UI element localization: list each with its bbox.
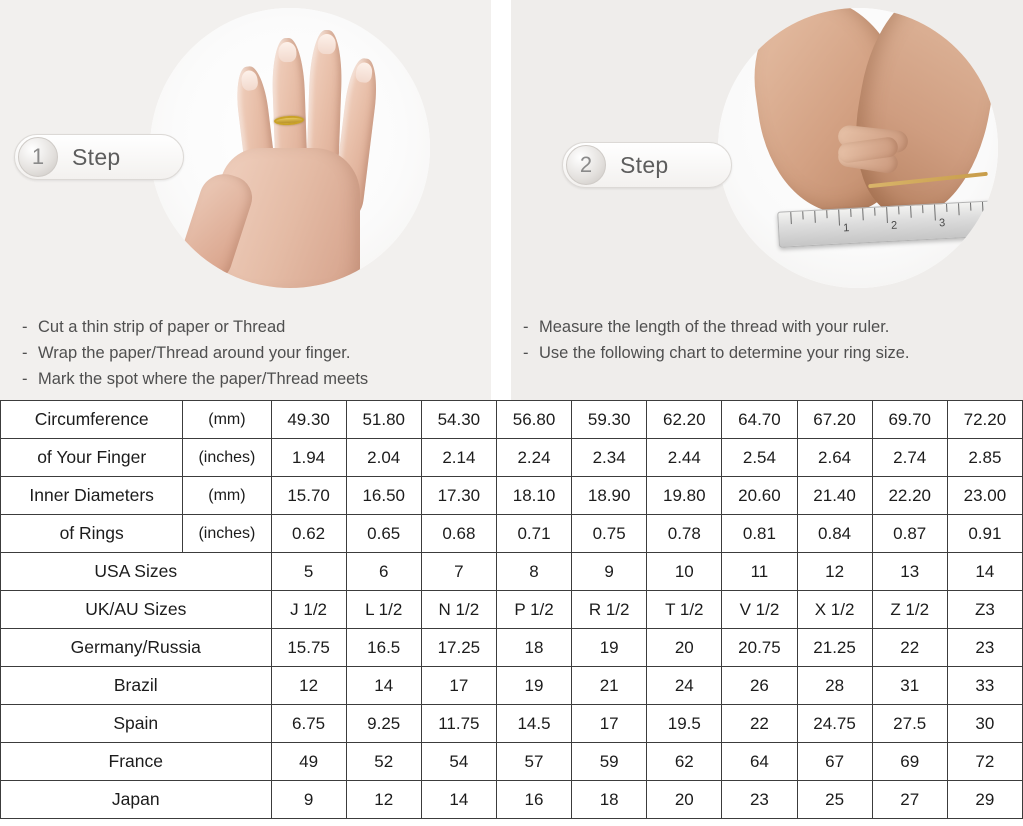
step-1-badge (14, 134, 184, 180)
cell: 20.75 (722, 629, 797, 667)
step-2-photo (718, 8, 998, 288)
cell: 29 (947, 781, 1022, 819)
cell: 49 (271, 743, 346, 781)
cell: 22.20 (872, 477, 947, 515)
cell: V 1/2 (722, 591, 797, 629)
table-row (1, 439, 1023, 477)
cell: 18.10 (496, 477, 571, 515)
table-row (1, 515, 1023, 553)
cell: 7 (421, 553, 496, 591)
cell: 13 (872, 553, 947, 591)
unit-mm: (mm) (183, 477, 271, 515)
cell: 16 (496, 781, 571, 819)
step-1-panel (0, 0, 511, 400)
cell: 2.74 (872, 439, 947, 477)
unit-inches: (inches) (183, 439, 271, 477)
row-label-inner-diameter-2: of Rings (1, 515, 183, 553)
cell: 2.44 (647, 439, 722, 477)
cell: 69 (872, 743, 947, 781)
cell: 16.5 (346, 629, 421, 667)
hand-with-thread-icon (150, 8, 430, 288)
cell: 11 (722, 553, 797, 591)
ruler-mark-1: 1 (842, 222, 850, 235)
step-2-number: 2 (566, 145, 606, 185)
cell: T 1/2 (647, 591, 722, 629)
cell: 17 (572, 705, 647, 743)
cell: 72.20 (947, 401, 1022, 439)
cell: 64 (722, 743, 797, 781)
panel-divider (491, 0, 511, 400)
cell: 0.68 (421, 515, 496, 553)
cell: 22 (872, 629, 947, 667)
step-2-instruction-2: Use the following chart to determine your ring size. (539, 344, 910, 362)
step-2-badge (562, 142, 732, 188)
table-row (1, 401, 1023, 439)
cell: 17.25 (421, 629, 496, 667)
cell: 33 (947, 667, 1022, 705)
cell: 30 (947, 705, 1022, 743)
cell: 9.25 (346, 705, 421, 743)
cell: 20 (647, 781, 722, 819)
row-label-spain: Spain (1, 705, 272, 743)
row-label-circumference: Circumference (1, 401, 183, 439)
cell: 0.62 (271, 515, 346, 553)
cell: 23 (947, 629, 1022, 667)
cell: R 1/2 (572, 591, 647, 629)
cell: 21.40 (797, 477, 872, 515)
cell: 8 (496, 553, 571, 591)
cell: 2.85 (947, 439, 1022, 477)
cell: 54.30 (421, 401, 496, 439)
unit-mm: (mm) (183, 401, 271, 439)
cell: 31 (872, 667, 947, 705)
cell: 0.65 (346, 515, 421, 553)
ring-size-table-wrapper (0, 400, 1023, 819)
table-row (1, 553, 1023, 591)
cell: 59.30 (572, 401, 647, 439)
cell: 2.04 (346, 439, 421, 477)
cell: 23.00 (947, 477, 1022, 515)
cell: P 1/2 (496, 591, 571, 629)
cell: 14.5 (496, 705, 571, 743)
cell: 54 (421, 743, 496, 781)
cell: 28 (797, 667, 872, 705)
cell: 72 (947, 743, 1022, 781)
cell: 26 (722, 667, 797, 705)
cell: 20 (647, 629, 722, 667)
step-1-instructions: - Cut a thin strip of paper or Thread - Wrap the paper/Thread around your finger. - Mark the spot where the paper/Thread meets (22, 318, 369, 388)
cell: 2.24 (496, 439, 571, 477)
cell: 18 (572, 781, 647, 819)
cell: 0.81 (722, 515, 797, 553)
cell: 0.91 (947, 515, 1022, 553)
cell: 17.30 (421, 477, 496, 515)
step-1-number: 1 (18, 137, 58, 177)
row-label-japan: Japan (1, 781, 272, 819)
row-label-brazil: Brazil (1, 667, 272, 705)
cell: 67.20 (797, 401, 872, 439)
step-2-label: Step (620, 151, 669, 178)
cell: 56.80 (496, 401, 571, 439)
cell: 49.30 (271, 401, 346, 439)
cell: 0.78 (647, 515, 722, 553)
cell: 23 (722, 781, 797, 819)
step-1-photo (150, 8, 430, 288)
cell: 12 (797, 553, 872, 591)
table-row (1, 705, 1023, 743)
cell: 6 (346, 553, 421, 591)
unit-inches: (inches) (183, 515, 271, 553)
cell: 9 (271, 781, 346, 819)
cell: 22 (722, 705, 797, 743)
cell: 11.75 (421, 705, 496, 743)
cell: 2.34 (572, 439, 647, 477)
row-label-france: France (1, 743, 272, 781)
cell: Z 1/2 (872, 591, 947, 629)
table-row (1, 477, 1023, 515)
cell: 0.71 (496, 515, 571, 553)
table-row (1, 629, 1023, 667)
cell: X 1/2 (797, 591, 872, 629)
cell: 20.60 (722, 477, 797, 515)
cell: 25 (797, 781, 872, 819)
step-2-instructions: - Measure the length of the thread with your ruler. - Use the following chart to determine your ring size. (523, 318, 910, 362)
cell: 21 (572, 667, 647, 705)
cell: 51.80 (346, 401, 421, 439)
step-1-label: Step (72, 143, 121, 170)
cell: 5 (271, 553, 346, 591)
step-2-panel (511, 0, 1023, 400)
row-label-usa: USA Sizes (1, 553, 272, 591)
row-label-inner-diameter: Inner Diameters (1, 477, 183, 515)
cell: 18 (496, 629, 571, 667)
hand-measuring-thread-with-ruler-icon (718, 8, 998, 288)
cell: 27 (872, 781, 947, 819)
cell: 12 (271, 667, 346, 705)
cell: L 1/2 (346, 591, 421, 629)
cell: 0.87 (872, 515, 947, 553)
cell: 59 (572, 743, 647, 781)
cell: J 1/2 (271, 591, 346, 629)
cell: 64.70 (722, 401, 797, 439)
cell: 19 (496, 667, 571, 705)
cell: 57 (496, 743, 571, 781)
cell: 62.20 (647, 401, 722, 439)
cell: 15.75 (271, 629, 346, 667)
cell: 1.94 (271, 439, 346, 477)
cell: Z3 (947, 591, 1022, 629)
cell: 12 (346, 781, 421, 819)
step-2-instruction-1: Measure the length of the thread with your ruler. (539, 318, 890, 336)
cell: 67 (797, 743, 872, 781)
cell: 17 (421, 667, 496, 705)
row-label-uk-au: UK/AU Sizes (1, 591, 272, 629)
cell: 9 (572, 553, 647, 591)
cell: 16.50 (346, 477, 421, 515)
cell: 18.90 (572, 477, 647, 515)
ring-size-table (0, 400, 1023, 819)
cell: 2.64 (797, 439, 872, 477)
cell: 2.14 (421, 439, 496, 477)
cell: 14 (421, 781, 496, 819)
cell: 62 (647, 743, 722, 781)
cell: 19.5 (647, 705, 722, 743)
step-1-instruction-1: Cut a thin strip of paper or Thread (38, 318, 286, 336)
cell: 14 (947, 553, 1022, 591)
cell: N 1/2 (421, 591, 496, 629)
cell: 19 (572, 629, 647, 667)
step-1-instruction-3: Mark the spot where the paper/Thread meets (38, 370, 369, 388)
ruler-mark-2: 2 (890, 219, 898, 232)
cell: 15.70 (271, 477, 346, 515)
step-1-instruction-2: Wrap the paper/Thread around your finger. (38, 344, 351, 362)
cell: 0.84 (797, 515, 872, 553)
ruler-mark-3: 3 (938, 217, 946, 230)
cell: 10 (647, 553, 722, 591)
cell: 24.75 (797, 705, 872, 743)
table-row (1, 667, 1023, 705)
cell: 24 (647, 667, 722, 705)
row-label-circumference-2: of Your Finger (1, 439, 183, 477)
table-row (1, 591, 1023, 629)
cell: 52 (346, 743, 421, 781)
table-row (1, 781, 1023, 819)
cell: 19.80 (647, 477, 722, 515)
cell: 2.54 (722, 439, 797, 477)
cell: 69.70 (872, 401, 947, 439)
steps-section (0, 0, 1023, 400)
table-row (1, 743, 1023, 781)
cell: 6.75 (271, 705, 346, 743)
cell: 21.25 (797, 629, 872, 667)
cell: 14 (346, 667, 421, 705)
row-label-germany-russia: Germany/Russia (1, 629, 272, 667)
cell: 0.75 (572, 515, 647, 553)
cell: 27.5 (872, 705, 947, 743)
